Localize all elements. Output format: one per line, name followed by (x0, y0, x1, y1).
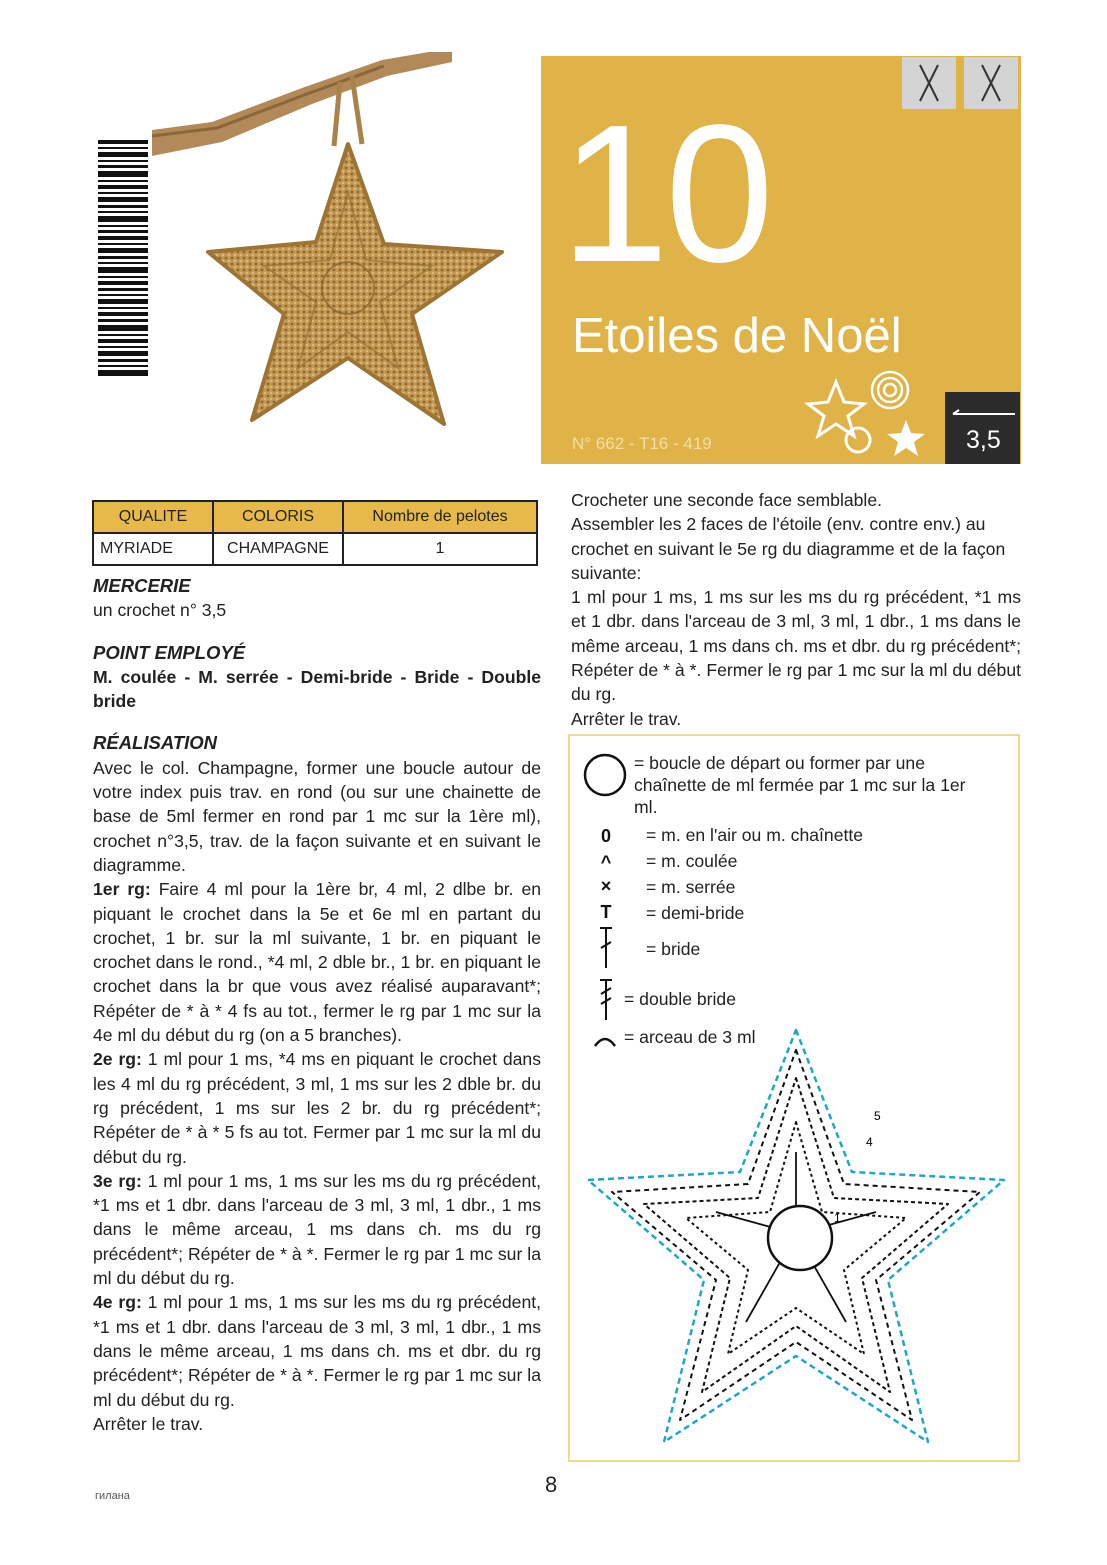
legend-single: = m. serrée (646, 877, 736, 897)
legend-half-double: = demi-bride (646, 903, 745, 923)
section-heading: RÉALISATION (93, 732, 218, 754)
row-4-instructions (93, 1290, 541, 1411)
legend-chain: = m. en l'air ou m. chaînette (646, 825, 864, 845)
watermark: гилана (95, 1490, 130, 1502)
paragraph: Assembler les 2 faces de l'étoile (env. contre env.) au crochet en suivant le 5e rg du diagramme et de la façon suivante: (571, 514, 1006, 583)
section-heading: POINT EMPLOYÉ (93, 641, 246, 663)
star-ornament-photo (152, 52, 540, 464)
star-solid-icon (887, 420, 925, 456)
table-cell: MYRIADE (93, 533, 213, 565)
table-header-cell: COLORIS (213, 501, 343, 533)
legend-treble: = double bride (624, 989, 737, 1009)
slip-stitch-icon: ^ (600, 852, 612, 872)
hook-size-label: 3,5 (966, 426, 1001, 454)
pattern-number: 10 (560, 84, 771, 303)
table-row (93, 533, 537, 565)
mercerie-text: un crochet n° 3,5 (93, 600, 227, 621)
page-title: Etoiles de Noël (572, 309, 902, 363)
needles-icon (964, 57, 1018, 109)
row-2-instructions (93, 1047, 541, 1168)
table-header-cell: Nombre de pelotes (343, 501, 537, 533)
reference-code: N° 662 - T16 - 419 (572, 434, 712, 453)
row-number: 1 (834, 1211, 841, 1225)
legend-arch: = arceau de 3 ml (624, 1027, 756, 1047)
crochet-hook-icon (945, 392, 1020, 422)
chain-stitch-icon: 0 (600, 826, 611, 846)
instructions-left (93, 574, 541, 1436)
barcode (96, 140, 150, 380)
section-heading: MERCERIE (93, 575, 191, 596)
row-label: 1er rg: (93, 879, 151, 900)
paragraph: 1 ml pour 1 ms, 1 ms sur les ms du rg précédent, *1 ms et 1 dbr. dans l'arceau de 3 ml, 3 ml, 1 dbr., 1 ms dans le même arceau, 1 ms dans ch. ms et dbr. du rg précédent*; Répéter de * à *. Fermer le rg par 1 mc sur la ml du début du rg. (571, 587, 1021, 705)
half-double-icon: T (600, 902, 612, 922)
difficulty-indicator (902, 57, 1020, 109)
spiral-icon (872, 372, 908, 408)
row-label: 2e rg: (93, 1049, 142, 1070)
table-header-row (93, 501, 537, 533)
paragraph: Arrêter le trav. (571, 708, 682, 729)
row-text: 1 ml pour 1 ms, 1 ms sur les ms du rg précédent, *1 ms et 1 dbr. dans l'arceau de 3 ml, 3 ml, 1 dbr., 1 ms dans le même arceau, 1 ms dans ch. ms du rg précédent*; Répéter de * à *. Fermer le rg par 1 mc sur la ml du début du rg. (93, 1170, 541, 1289)
table-header-cell: QUALITE (93, 501, 213, 533)
treble-crochet-icon (596, 978, 616, 1022)
row-label: 3e rg: (93, 1170, 142, 1191)
row-3-instructions (93, 1169, 541, 1290)
legend-slip: = m. coulée (646, 851, 738, 871)
double-crochet-icon (596, 926, 616, 970)
end-text: Arrêter le trav. (93, 1413, 204, 1434)
page-number: 8 (545, 1472, 558, 1497)
row-text: 1 ml pour 1 ms, *4 ms en piquant le crochet dans les 4 ml du rg précédent, 3 ml, 1 ms sur les 2 dble br. du rg précédent, 1 ms sur les 2 br. du rg précédent*; Répéter de * à * 5 fs au tot. Fermer par 1 mc sur la ml du début du rg. (93, 1049, 541, 1167)
single-crochet-icon: × (600, 876, 612, 896)
stitches-used: M. coulée - M. serrée - Demi-bride - Bride - Double bride (93, 666, 541, 712)
decoration-icons (800, 368, 935, 458)
row-1-instructions (93, 877, 541, 1047)
intro-text: Avec le col. Champagne, former une boucle autour de votre index puis trav. en rond (ou sur une chainette de base de 5ml fermer en rond par 1 mc sur la 1ère ml), crochet n°3,5, trav. de la façon suivante et en suivant le diagramme. (93, 757, 541, 875)
needles-icon (902, 57, 956, 109)
legend-double: = bride (646, 939, 701, 959)
row-text: Faire 4 ml pour la 1ère br, 4 ml, 2 dlbe br. en piquant le crochet dans la 5e et 6e ml en partant du crochet, 1 br. sur la ml suivante, 1 br. en piquant le crochet dans le rond., *4 ml, 2 dble br., 1 br. en piquant le crochet dans la br que vous avez réalisé auparavant*; Répéter de * à * 4 fs au tot., fermer le rg par 1 mc sur la 4e ml du début du rg (on a 5 branches). (93, 879, 542, 1046)
row-label: 4e rg: (93, 1292, 142, 1313)
table-cell: 1 (343, 533, 537, 565)
paragraph: Crocheter une seconde face semblable. (571, 490, 883, 510)
crochet-star-diagram (576, 1022, 1018, 1458)
materials-table (92, 500, 538, 566)
row-number: 4 (866, 1135, 873, 1149)
row-text: 1 ml pour 1 ms, 1 ms sur les ms du rg précédent, *1 ms et 1 dbr. dans l'arceau de 3 ml, 3 ml, 1 dbr., 1 ms dans le même arceau, 1 ms dans ch. ms et dbr. du rg précédent*; Répéter de * à *. Fermer le rg par 1 mc sur la ml du début du rg. (93, 1292, 541, 1410)
legend-ring: = boucle de départ ou former par une chaînette de ml fermée par 1 mc sur la 1er ml. (634, 753, 966, 817)
moon-icon (846, 428, 870, 452)
row-number: 5 (874, 1109, 881, 1123)
ring-icon (582, 752, 628, 798)
table-cell: CHAMPAGNE (213, 533, 343, 565)
instructions-right (571, 488, 1021, 731)
